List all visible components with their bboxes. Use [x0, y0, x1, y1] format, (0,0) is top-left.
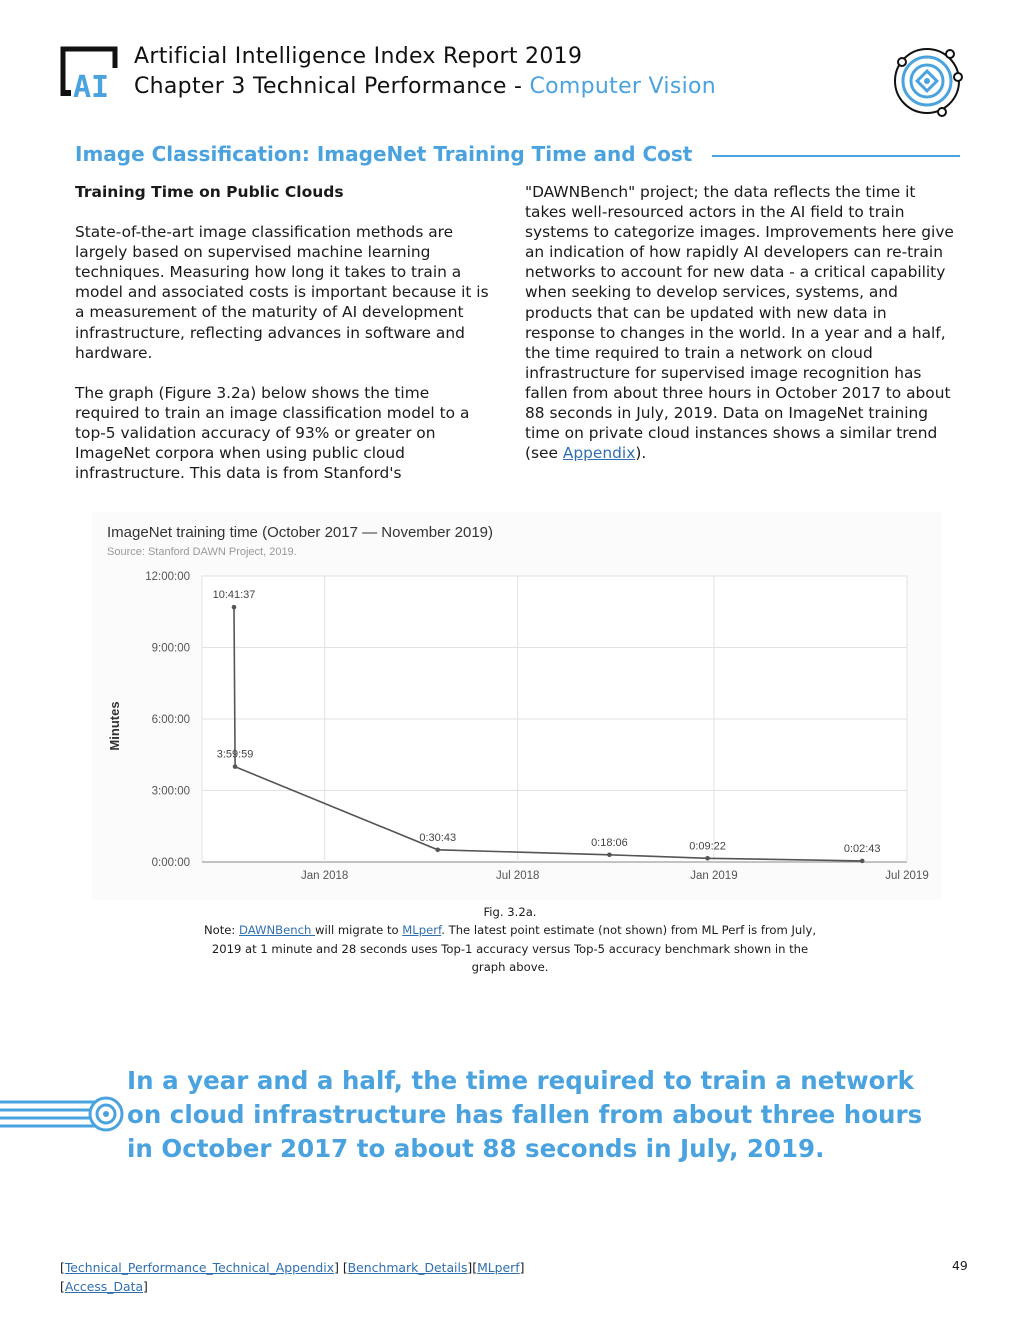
note-mid: will migrate to: [315, 923, 403, 938]
section-title: Image Classification: ImageNet Training Time and Cost: [75, 142, 693, 166]
footer-line-1: [Technical_Performance_Technical_Appendix] [Benchmark_Details][MLperf]: [60, 1260, 525, 1275]
data-point: [232, 605, 237, 610]
data-point: [435, 847, 440, 852]
data-label: 3:59:59: [216, 748, 254, 761]
page-number: 49: [952, 1258, 968, 1273]
chapter-title: [134, 74, 716, 99]
ai-index-logo: [60, 46, 118, 100]
chapter-prefix: Chapter 3 Technical Performance -: [134, 74, 530, 99]
dawnbench-link[interactable]: DAWNBench: [239, 923, 316, 938]
data-label: 10:41:37: [212, 589, 256, 602]
svg-text:AI: AI: [73, 70, 110, 100]
y-tick-label: 12:00:00: [145, 571, 190, 583]
footer-line-2: [Access_Data]: [60, 1279, 148, 1294]
access-data-link[interactable]: Access_Data: [64, 1279, 144, 1294]
mlperf-caption-link[interactable]: MLperf: [402, 923, 442, 938]
x-tick-label: Jul 2019: [885, 870, 929, 882]
note-rest: . The latest point estimate (not shown) from ML Perf is from July, 2019 at 1 minute and 28 seconds uses Top-1 accuracy versus Top-5 accuracy benchmark shown in the graph above.: [211, 923, 817, 975]
data-point: [705, 856, 710, 861]
x-tick-label: Jul 2018: [495, 870, 540, 882]
data-label: 0:02:43: [843, 842, 881, 855]
footer-links: [60, 1258, 524, 1296]
data-label: 0:18:06: [591, 836, 628, 849]
section-title-rule: [712, 155, 960, 157]
data-point: [860, 859, 865, 864]
quote-target-icon: [0, 1094, 126, 1134]
paragraph-3: [525, 182, 955, 463]
figure-caption: [200, 903, 820, 977]
chapter-accent: Computer Vision: [529, 74, 717, 99]
figure-note: [200, 921, 820, 976]
report-title: Artificial Intelligence Index Report 2019: [134, 44, 583, 69]
paragraph-2: The graph (Figure 3.2a) below shows the time required to train an image classification model to a top-5 validation accuracy of 93% or greater on ImageNet corpora when using public cloud infrastructure. This data is from Stanford's: [75, 383, 470, 483]
chart-subtitle: Source: Stanford DAWN Project, 2019.: [107, 546, 297, 558]
y-tick-label: 6:00:00: [151, 714, 190, 726]
figure-number: Fig. 3.2a.: [483, 905, 537, 919]
x-tick-label: Jan 2019: [690, 870, 738, 882]
x-tick-label: Jan 2018: [300, 870, 349, 882]
grid-lines: [202, 576, 907, 862]
technical-appendix-link[interactable]: Technical_Performance_Technical_Appendix: [64, 1260, 335, 1275]
right-text-column: [525, 182, 955, 483]
chart-title: ImageNet training time (October 2017 — November 2019): [107, 524, 494, 541]
y-tick-label: 3:00:00: [151, 785, 190, 798]
data-point: [607, 853, 612, 858]
y-tick-label: 9:00:00: [151, 642, 190, 655]
y-tick-label: 0:00:00: [151, 857, 190, 869]
left-text-column: [75, 182, 495, 503]
data-label: 0:30:43: [419, 831, 457, 844]
data-label: 0:09:22: [689, 840, 726, 853]
paragraph-3-text: "DAWNBench" project; the data reflects the time it takes well-resourced actors in the AI field to train systems to categorize images. Improvements here give an indication of how rapidly AI developers can re-train networks to account for new data - a critical capability when seeking to develop services, systems, and products that can be updated with new data in response to changes in the world. In a year and a half, the time required to train a network on cloud infrastructure for supervised image recognition has fallen from about three hours in October 2017 to about 88 seconds in July, 2019. Data on ImageNet training time on private cloud instances shows a similar trend (see: [525, 183, 954, 463]
imagenet-training-time-chart: [92, 512, 942, 900]
y-axis-label: Minutes: [107, 701, 122, 751]
paragraph-3-end: ).: [635, 444, 647, 463]
subheading: Training Time on Public Clouds: [75, 183, 344, 201]
mlperf-footer-link[interactable]: MLperf: [477, 1260, 520, 1275]
data-point: [233, 764, 238, 769]
appendix-link[interactable]: Appendix: [562, 444, 636, 463]
paragraph-1: State-of-the-art image classification methods are largely based on supervised machine learning techniques. Measuring how long it takes to train a model and associated costs is important because it is a measurement of the maturity of AI development infrastructure, reflecting advances in software and hardware.: [75, 223, 489, 362]
computer-vision-emblem-icon: [890, 44, 964, 118]
pull-quote: In a year and a half, the time required to train a network on cloud infrastructure has fallen from about three hours in October 2017 to about 88 seconds in July, 2019.: [127, 1066, 923, 1163]
benchmark-details-link[interactable]: Benchmark_Details: [347, 1260, 468, 1275]
note-prefix: Note:: [203, 923, 240, 938]
